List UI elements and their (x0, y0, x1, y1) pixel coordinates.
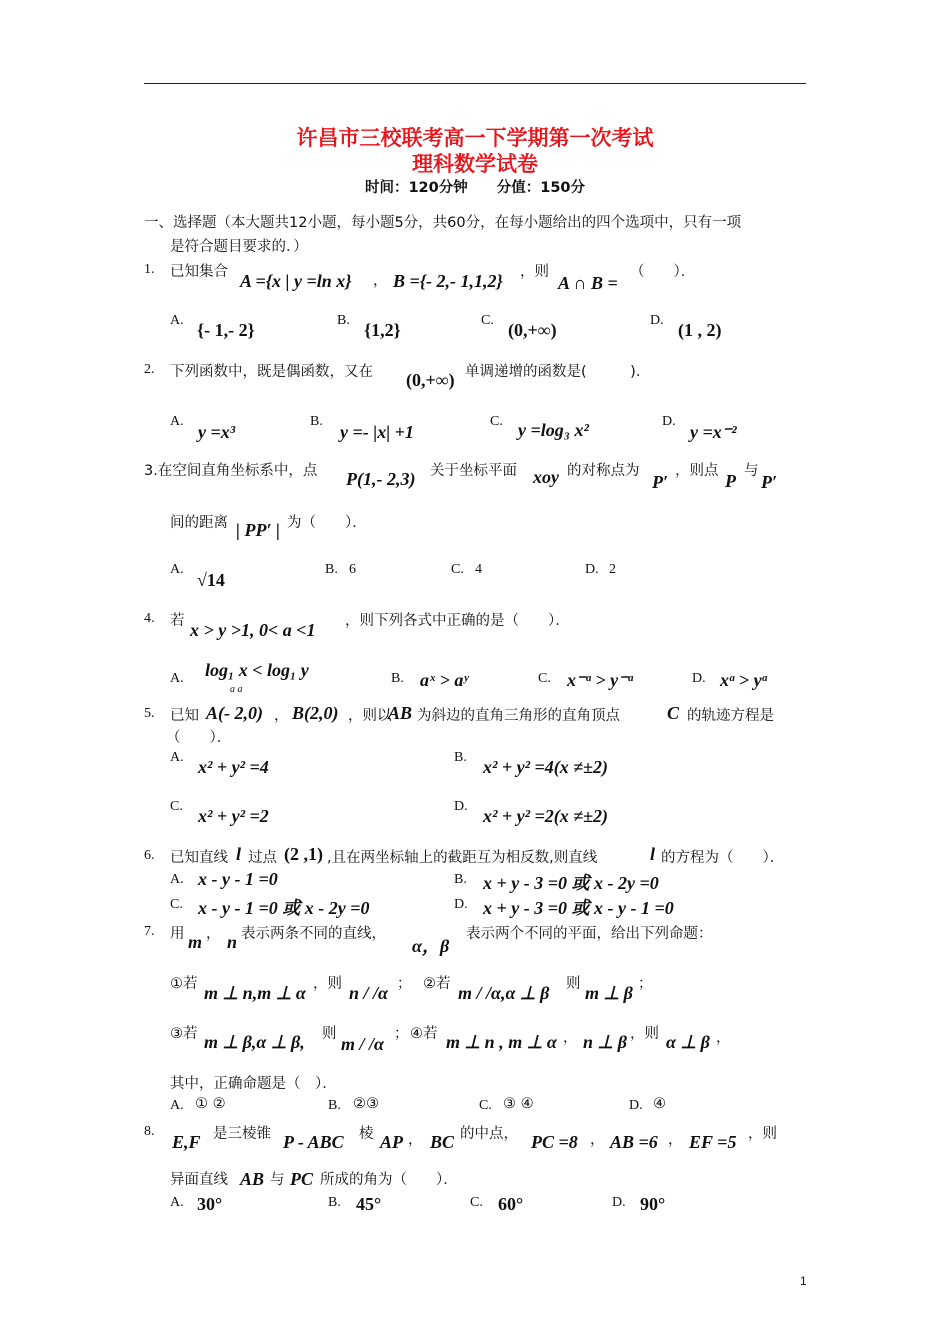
q5-option-a: x² + y² =4 (198, 757, 269, 777)
q1-option-d: (1 , 2) (678, 320, 722, 340)
q5-number: 5. (144, 706, 155, 721)
q3-option-a: √14 (197, 570, 225, 590)
q7-prop-3: ③若 (170, 1026, 198, 1042)
q5-option-d-label: D. (454, 799, 468, 814)
q1-number: 1. (144, 262, 155, 277)
q8-text-line2: 异面直线 (170, 1172, 228, 1188)
q8-text-line2-end: 所成的角为（ ）． (320, 1172, 458, 1188)
q8-text: 是三棱锥 (213, 1126, 271, 1142)
q2-option-c-label: C. (490, 414, 503, 429)
q3-option-d-value: 2 (609, 562, 616, 577)
q2-option-c: y =log₃ x² (518, 420, 589, 440)
q3-text-4: ，则点 (675, 463, 719, 479)
q6-text-3: ,且在两坐标轴上的截距互为相反数,则直线 (327, 850, 598, 866)
q7-prop-4-cond: m ⊥ n , m ⊥ α (446, 1032, 557, 1052)
q4-option-b-label: B. (391, 671, 404, 686)
q6-line-l-2: l (650, 844, 656, 864)
q3-point: P(1,- 2,3) (346, 469, 416, 489)
q4-condition: x > y >1, 0< a <1 (190, 620, 316, 640)
q5-point-a: A(- 2,0) (206, 703, 263, 723)
q6-text: 已知直线 (170, 850, 228, 866)
q8-option-b: 45° (356, 1194, 382, 1214)
q5-text-2: ，则以 (348, 708, 392, 724)
q1-option-d-label: D. (650, 313, 664, 328)
q7-number: 7. (144, 924, 155, 939)
q1-blank: （ ）． (630, 264, 696, 280)
q2-text: 下列函数中，既是偶函数，又在 (170, 364, 373, 380)
q7-prop-2-result: m ⊥ β (585, 983, 633, 1003)
q2-interval: (0,+∞) (406, 370, 455, 390)
q8-text-line2-mid: 与 (270, 1172, 285, 1188)
q6-option-d: x + y - 3 =0 或 x - y - 1 =0 (483, 898, 674, 918)
q7-prop-2-sep: ； (638, 976, 653, 992)
exam-meta: 时间：120分钟 分值：150分 (364, 180, 586, 196)
q7-ask: 其中，正确命题是（ ）． (170, 1076, 337, 1092)
q4-option-c-label: C. (538, 671, 551, 686)
q7-prop-4-result: α ⊥ β (666, 1032, 710, 1052)
section-heading-cont: 是符合题目要求的．） (170, 239, 308, 255)
q7-prop-4-then: ，则 (630, 1026, 659, 1042)
q7-option-a-label: A. (170, 1098, 184, 1113)
q6-point: (2 ,1) (284, 844, 323, 864)
q8-comma: ， (408, 1132, 423, 1148)
q3-p-prime-2: P′ (761, 472, 778, 492)
q3-p-prime: P′ (652, 472, 669, 492)
q1-option-a: {- 1,- 2} (197, 320, 255, 340)
section-heading: 一、选择题（本大题共12小题，每小题5分，共60分，在每小题给出的四个选项中，只有一项 (144, 215, 742, 231)
q1-expression: A ∩ B = (558, 273, 618, 293)
q2-option-d: y =x⁻² (690, 422, 737, 442)
q4-option-c: x⁻ᵃ > y⁻ᵃ (567, 670, 634, 690)
q4-option-a: log₁ x < log₁ y (205, 660, 309, 680)
q2-option-a: y =x³ (198, 422, 236, 442)
q5-option-d: x² + y² =2(x ≠±2) (483, 806, 609, 826)
q7-option-c-label: C. (479, 1098, 492, 1113)
q2-option-b: y =- |x| +1 (340, 422, 414, 442)
q2-option-a-label: A. (170, 414, 184, 429)
q5-blank: （ ）． (166, 730, 232, 746)
q3-text-5: 与 (744, 463, 759, 479)
q1-comma: ， (373, 273, 388, 289)
q7-text: 用 (170, 926, 185, 942)
q5-comma: ， (274, 708, 289, 724)
q7-prop-1-sep: ； (397, 976, 412, 992)
q7-prop-3-result: m / /α (341, 1034, 384, 1054)
q7-planes: α，β (412, 936, 450, 956)
q8-bc: BC (430, 1132, 455, 1152)
q8-ab-2: AB (240, 1169, 265, 1189)
q2-text-cont: 单调递增的函数是( )． (465, 364, 651, 380)
q5-text-3: 为斜边的直角三角形的直角顶点 (417, 708, 620, 724)
exam-title: 许昌市三校联考高一下学期第一次考试 (296, 125, 654, 150)
q8-text-2: 棱 (359, 1126, 374, 1142)
q7-option-a: ① ② (195, 1096, 226, 1112)
q6-text-2: 过点 (248, 850, 277, 866)
q3-plane: xoy (533, 467, 559, 487)
q4-option-a-base: a a (230, 684, 243, 695)
q6-line-l: l (236, 844, 242, 864)
q7-m: m (188, 932, 203, 952)
q6-option-d-label: D. (454, 897, 468, 912)
q8-pyramid: P - ABC (283, 1132, 344, 1152)
q8-pc: PC =8 (531, 1132, 578, 1152)
q5-option-c: x² + y² =2 (198, 806, 269, 826)
q6-text-4: 的方程为（ ）． (661, 850, 785, 866)
q5-option-b: x² + y² =4(x ≠±2) (483, 757, 609, 777)
q7-option-b-label: B. (328, 1098, 341, 1113)
q8-number: 8. (144, 1124, 155, 1139)
q7-prop-1: ①若 (170, 976, 198, 992)
q5-c: C (667, 703, 680, 723)
q6-option-c: x - y - 1 =0 或 x - 2y =0 (198, 898, 370, 918)
q2-number: 2. (144, 362, 155, 377)
q4-option-d: xᵃ > yᵃ (720, 670, 768, 690)
q8-ef-length: EF =5 (689, 1132, 737, 1152)
q7-comma: ， (206, 926, 221, 942)
q2-option-d-label: D. (662, 414, 676, 429)
q4-text-cont: ，则下列各式中正确的是（ ）． (345, 613, 570, 629)
q8-ab: AB =6 (610, 1132, 658, 1152)
q5-text-4: 的轨迹方程是 (687, 708, 774, 724)
q6-option-a: x - y - 1 =0 (198, 869, 278, 889)
q7-option-d-label: D. (629, 1098, 643, 1113)
q8-option-d: 90° (640, 1194, 666, 1214)
q8-option-d-label: D. (612, 1195, 626, 1210)
q4-option-d-label: D. (692, 671, 706, 686)
q8-ap: AP (380, 1132, 404, 1152)
q6-number: 6. (144, 848, 155, 863)
q8-pc-2: PC (290, 1169, 314, 1189)
q8-text-4: ，则 (748, 1126, 777, 1142)
q3-option-c-value: 4 (475, 562, 482, 577)
q1-option-b-label: B. (337, 313, 350, 328)
q6-option-b: x + y - 3 =0 或 x - 2y =0 (483, 873, 659, 893)
q7-prop-4: ④若 (410, 1026, 438, 1042)
q3-text: 3.在空间直角坐标系中，点 (144, 463, 318, 479)
q8-option-a: 30° (197, 1194, 223, 1214)
q7-prop-3-then: 则 (322, 1026, 337, 1042)
q5-ab: AB (388, 703, 413, 723)
q8-text-3: 的中点， (460, 1126, 518, 1142)
exam-subtitle: 理科数学试卷 (412, 151, 538, 176)
q7-prop-2-then: 则 (566, 976, 581, 992)
q1-set-b: B ={- 2,- 1,1,2} (393, 271, 503, 291)
q3-option-c: C. (451, 562, 464, 577)
q6-option-b-label: B. (454, 872, 467, 887)
q5-text: 已知 (170, 708, 199, 724)
q7-n: n (227, 932, 238, 952)
q1-option-b: {1,2} (364, 320, 401, 340)
q3-distance: | PP′ | (236, 520, 280, 540)
q8-option-c: 60° (498, 1194, 524, 1214)
q7-prop-1-cond: m ⊥ n,m ⊥ α (204, 983, 306, 1003)
q7-text-2: 表示两条不同的直线， (241, 926, 386, 942)
q5-point-b: B(2,0) (292, 703, 339, 723)
q3-text-3: 的对称点为 (567, 463, 640, 479)
q7-prop-4-cond-2: n ⊥ β (583, 1032, 627, 1052)
q3-option-d: D. (585, 562, 599, 577)
q1-then: ，则 (520, 264, 549, 280)
q5-option-c-label: C. (170, 799, 183, 814)
q8-comma-2: ， (590, 1132, 605, 1148)
q1-option-c-label: C. (481, 313, 494, 328)
q4-option-a-label: A. (170, 671, 184, 686)
q7-prop-1-then: ，则 (313, 976, 342, 992)
q5-option-b-label: B. (454, 750, 467, 765)
q8-option-a-label: A. (170, 1195, 184, 1210)
q7-option-d: ④ (653, 1096, 666, 1112)
q1-text: 已知集合 (170, 264, 228, 280)
q3-text-line2: 间的距离 (170, 515, 228, 531)
q2-option-b-label: B. (310, 414, 323, 429)
q1-set-a: A ={x | y =ln x} (240, 271, 352, 291)
q7-option-c: ③ ④ (503, 1096, 534, 1112)
q7-prop-2: ②若 (423, 976, 451, 992)
q3-text-2: 关于坐标平面 (430, 463, 517, 479)
q7-option-b: ②③ (353, 1096, 379, 1112)
q1-option-a-label: A. (170, 313, 184, 328)
q8-option-b-label: B. (328, 1195, 341, 1210)
q7-prop-1-result: n / /α (349, 983, 388, 1003)
q3-option-b-value: 6 (349, 562, 356, 577)
q6-option-c-label: C. (170, 897, 183, 912)
q3-text-line2-cont: 为（ ）． (287, 515, 367, 531)
q7-prop-3-cond: m ⊥ β,α ⊥ β, (204, 1032, 305, 1052)
q6-option-a-label: A. (170, 872, 184, 887)
q1-option-c: (0,+∞) (508, 320, 557, 340)
q4-number: 4. (144, 611, 155, 626)
q7-prop-2-cond: m / /α,α ⊥ β (458, 983, 550, 1003)
q8-comma-3: ， (668, 1132, 683, 1148)
q8-option-c-label: C. (470, 1195, 483, 1210)
q4-text: 若 (170, 613, 185, 629)
header-rule (144, 83, 806, 84)
q7-prop-4-end: ， (716, 1030, 731, 1046)
q7-prop-3-sep: ； (394, 1026, 409, 1042)
q7-prop-4-comma: ， (563, 1030, 578, 1046)
q7-text-3: 表示两个不同的平面，给出下列命题： (466, 926, 713, 942)
q3-p: P (725, 471, 736, 491)
q4-option-b: aˣ > aʸ (420, 670, 469, 690)
q5-option-a-label: A. (170, 750, 184, 765)
q3-option-b: B. (325, 562, 338, 577)
page-number: 1 (800, 1274, 807, 1288)
q3-option-a-label: A. (170, 562, 184, 577)
q8-ef: E,F (172, 1132, 201, 1152)
